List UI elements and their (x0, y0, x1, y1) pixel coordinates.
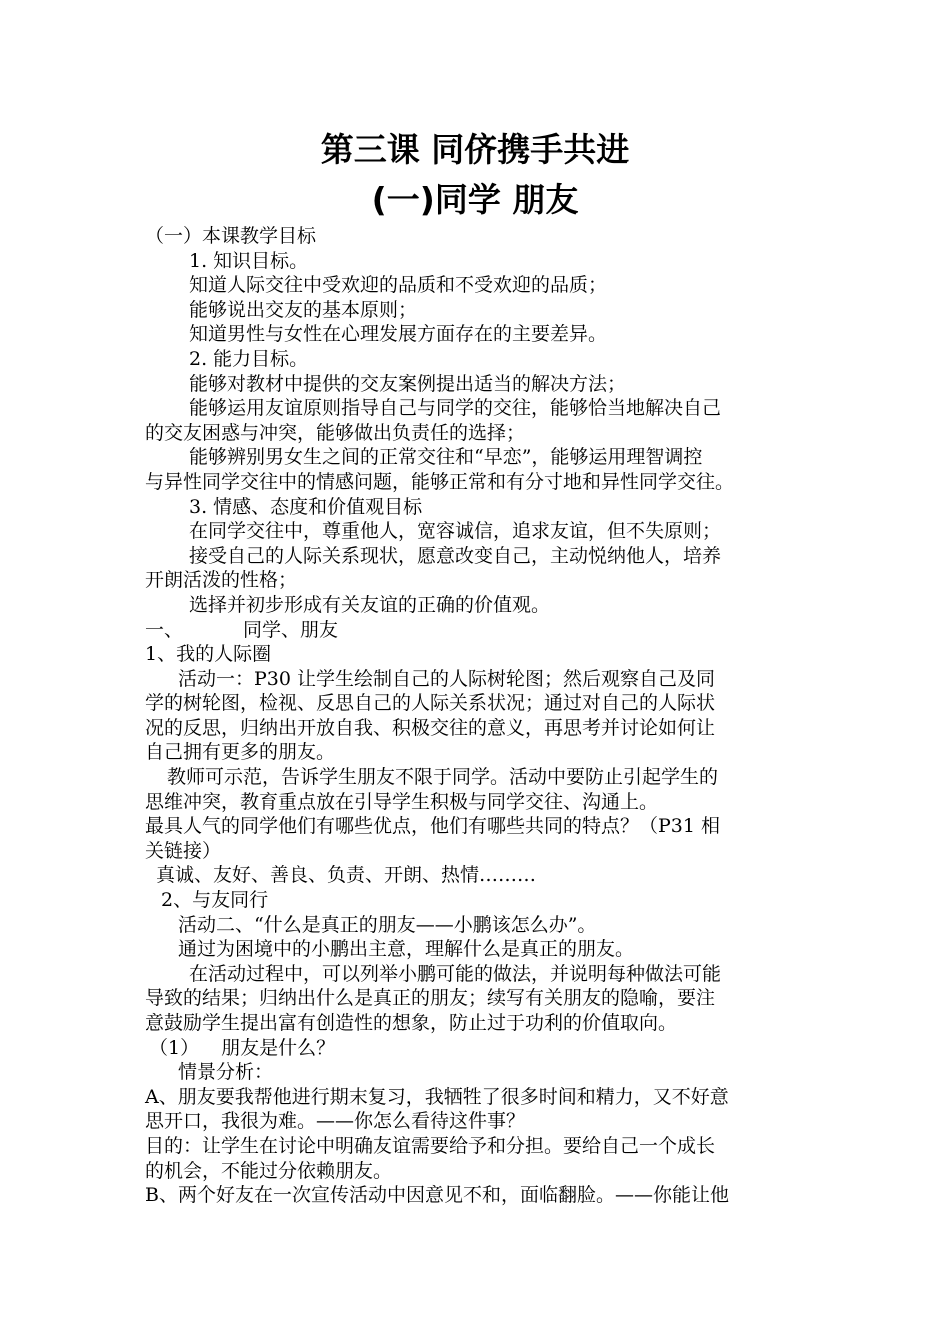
objective-heading: 2. 能力目标。 (189, 347, 309, 370)
lesson-title: 第三课 同侪携手共进 (320, 130, 630, 169)
part-number: 一、 (145, 618, 184, 641)
text-line: B、两个好友在一次宣传活动中因意见不和，面临翻脸。——你能让他 (145, 1184, 729, 1207)
text-line: 能够运用友谊原则指导自己与同学的交往，能够恰当地解决自己 (189, 397, 722, 420)
subsection-heading: 1、我的人际圈 (145, 643, 272, 666)
text-line: 的交友困惑与冲突，能够做出负责任的选择； (145, 421, 526, 444)
part-heading (145, 618, 815, 643)
item-title: 朋友是什么？ (221, 1036, 336, 1059)
item-heading (145, 1036, 815, 1061)
text-line: 在同学交往中，尊重他人，宽容诚信，追求友谊，但不失原则； (189, 520, 722, 543)
text-line: 能够说出交友的基本原则； (189, 298, 418, 321)
objective-heading: 1. 知识目标。 (189, 249, 309, 272)
text-line: 思开口，我很为难。——你怎么看待这件事？ (145, 1110, 526, 1133)
text-line: 况的反思，归纳出开放自我、积极交往的意义，再思考并讨论如何让 (145, 716, 716, 739)
text-line: 活动二、“什么是真正的朋友——小鹏该怎么办”。 (178, 913, 597, 936)
text-line: 教师可示范，告诉学生朋友不限于同学。活动中要防止引起学生的 (167, 766, 719, 789)
text-line: 开朗活泼的性格； (145, 569, 298, 592)
text-line: 知道男性与女性在心理发展方面存在的主要差异。 (189, 323, 608, 346)
part-title: 同学、朋友 (243, 618, 339, 641)
text-line: 的机会，不能过分依赖朋友。 (145, 1159, 393, 1182)
text-line: 目的：让学生在讨论中明确友谊需要给予和分担。要给自己一个成长 (145, 1134, 716, 1157)
section-heading: （一）本课教学目标 (145, 225, 317, 247)
text-line: 知道人际交往中受欢迎的品质和不受欢迎的品质； (189, 274, 608, 297)
subsection-heading: 2、与友同行 (161, 889, 269, 912)
text-line: 通过为困境中的小鹏出主意，理解什么是真正的朋友。 (178, 938, 635, 961)
document-body (145, 224, 815, 1208)
text-line: 能够辨别男女生之间的正常交往和“早恋”，能够运用理智调控 (189, 446, 703, 469)
text-line: 自己拥有更多的朋友。 (145, 741, 336, 764)
text-line: 意鼓励学生提出富有创造性的想象，防止过于功利的价值取向。 (145, 1012, 678, 1034)
text-line: 学的树轮图，检视、反思自己的人际关系状况；通过对自己的人际状 (145, 692, 716, 715)
text-line: 关链接） (145, 839, 222, 862)
text-line: 情景分析： (178, 1061, 274, 1084)
lesson-subtitle: (一)同学 朋友 (371, 180, 579, 219)
text-line: 能够对教材中提供的交友案例提出适当的解决方法； (189, 372, 627, 395)
text-line: 活动一：P30 让学生绘制自己的人际树轮图；然后观察自己及同 (178, 667, 716, 690)
text-line: 与异性同学交往中的情感问题，能够正常和有分寸地和异性同学交往。 (145, 470, 735, 493)
objective-heading: 3. 情感、态度和价值观目标 (189, 495, 423, 518)
text-line: 接受自己的人际关系现状，愿意改变自己，主动悦纳他人，培养 (189, 544, 722, 567)
text-line: A、朋友要我帮他进行期末复习，我牺牲了很多时间和精力，又不好意 (145, 1085, 729, 1108)
text-line: 最具人气的同学他们有哪些优点，他们有哪些共同的特点？（P31 相 (145, 815, 721, 838)
text-line: 真诚、友好、善良、负责、开朗、热情……… (156, 864, 537, 887)
item-number: （1） (149, 1036, 200, 1059)
text-line: 思维冲突，教育重点放在引导学生积极与同学交往、沟通上。 (145, 790, 659, 813)
text-line: 在活动过程中，可以列举小鹏可能的做法，并说明每种做法可能 (189, 962, 722, 985)
text-line: 选择并初步形成有关友谊的正确的价值观。 (189, 593, 551, 616)
text-line: 导致的结果；归纳出什么是真正的朋友；续写有关朋友的隐喻，要注 (145, 987, 716, 1010)
